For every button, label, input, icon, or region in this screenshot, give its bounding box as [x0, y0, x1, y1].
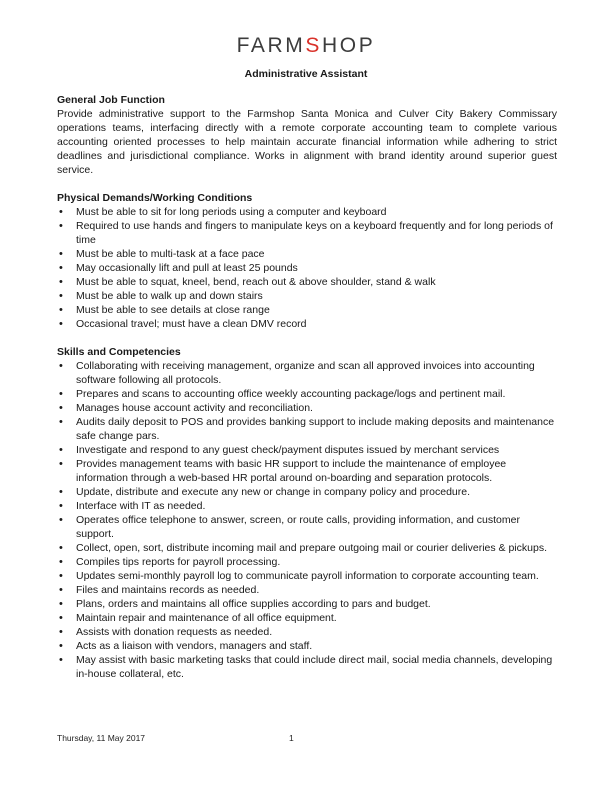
list-item: • Manages house account activity and reconciliation. [57, 401, 557, 415]
list-item: • Must be able to sit for long periods using a computer and keyboard [57, 205, 557, 219]
list-item: • Assists with donation requests as needed. [57, 625, 557, 639]
list-item: • Must be able to walk up and down stairs [57, 289, 557, 303]
page-number: 1 [289, 733, 294, 743]
list-item: • Acts as a liaison with vendors, managers and staff. [57, 639, 557, 653]
physical-demands-list [57, 205, 557, 331]
list-item: • Update, distribute and execute any new or change in company policy and procedure. [57, 485, 557, 499]
list-item: • Prepares and scans to accounting office weekly accounting package/logs and pertinent mail. [57, 387, 557, 401]
list-item: • Plans, orders and maintains all office supplies according to pars and budget. [57, 597, 557, 611]
list-item: • Must be able to multi-task at a face pace [57, 247, 557, 261]
list-item: • Investigate and respond to any guest check/payment disputes issued by merchant services [57, 443, 557, 457]
farmshop-logo [0, 34, 612, 58]
list-item: • Files and maintains records as needed. [57, 583, 557, 597]
list-item: • Updates semi-monthly payroll log to communicate payroll information to corporate accounting team. [57, 569, 557, 583]
list-item: • Maintain repair and maintenance of all office equipment. [57, 611, 557, 625]
general-job-function-heading: General Job Function [57, 94, 165, 106]
logo-text-accent-s: S [305, 34, 323, 57]
list-item: • Compiles tips reports for payroll processing. [57, 555, 557, 569]
list-item: • Must be able to squat, kneel, bend, reach out & above shoulder, stand & walk [57, 275, 557, 289]
logo-text-hop: HOP [322, 34, 376, 57]
document-body [57, 93, 557, 681]
list-item: • Must be able to see details at close range [57, 303, 557, 317]
list-item: • May assist with basic marketing tasks that could include direct mail, social media channels, developing in-house collateral, etc. [57, 653, 557, 681]
document-title: Administrative Assistant [244, 68, 368, 80]
list-item: • Provides management teams with basic HR support to include the maintenance of employee information through a web-based HR portal around on-boarding and separation protocols. [57, 457, 557, 485]
list-item: • Interface with IT as needed. [57, 499, 557, 513]
skills-competencies-heading: Skills and Competencies [57, 346, 181, 358]
skills-competencies-list [57, 359, 557, 681]
list-item: • May occasionally lift and pull at least 25 pounds [57, 261, 557, 275]
list-item: • Operates office telephone to answer, screen, or route calls, providing information, and customer support. [57, 513, 557, 541]
list-item: • Required to use hands and fingers to manipulate keys on a keyboard frequently and for long periods of time [57, 219, 557, 247]
list-item: • Audits daily deposit to POS and provides banking support to include making deposits and maintenance safe change pars. [57, 415, 557, 443]
logo-text-farm: FARM [236, 34, 306, 57]
physical-demands-heading: Physical Demands/Working Conditions [57, 192, 253, 204]
general-job-function-text: Provide administrative support to the Farmshop Santa Monica and Culver City Bakery Commissary operations teams, interfacing directly with a remote corporate accounting team to complete various accounting oriented processes to help maintain accurate financial information while adhering to strict deadlines and jurisdictional compliance. Works in alignment with brand identity around superior guest service. [57, 108, 557, 176]
footer-date: Thursday, 11 May 2017 [57, 733, 146, 743]
list-item: • Occasional travel; must have a clean DMV record [57, 317, 557, 331]
list-item: • Collaborating with receiving management, organize and scan all approved invoices into accounting software following all protocols. [57, 359, 557, 387]
list-item: • Collect, open, sort, distribute incoming mail and prepare outgoing mail or courier deliveries & pickups. [57, 541, 557, 555]
